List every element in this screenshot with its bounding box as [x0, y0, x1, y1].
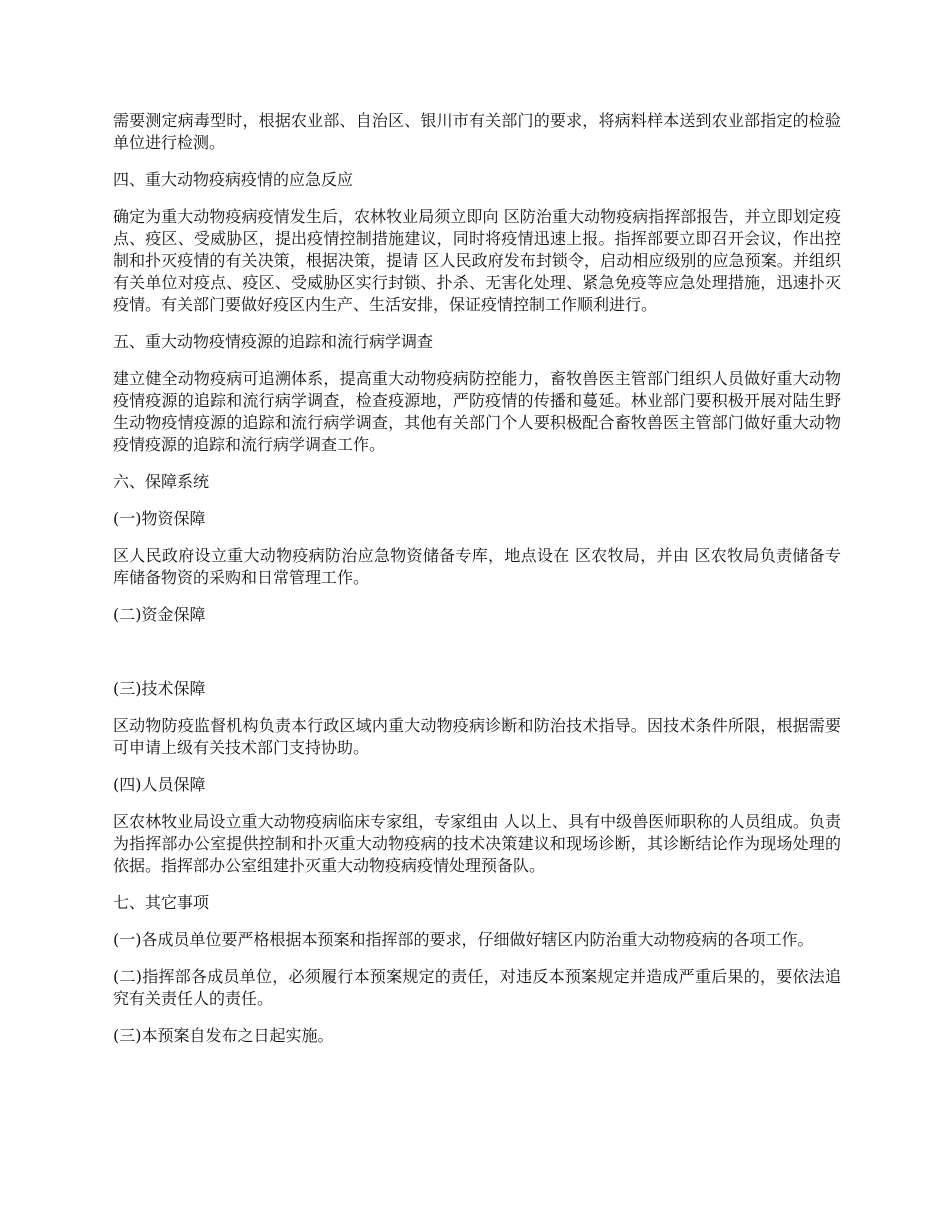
- paragraph-other-matters-2: (二)指挥部各成员单位，必须履行本预案规定的责任，对违反本预案规定并造成严重后果的，要依法追究有关责任人的责任。: [113, 967, 841, 1008]
- paragraph-material-support: 区人民政府设立重大动物疫病防治应急物资储备专库，地点设在 区农牧局，并由 区农牧局负责储备专库储备物资的采购和日常管理工作。: [113, 546, 841, 587]
- paragraph-source-tracking: 建立健全动物疫病可追溯体系，提高重大动物疫病防控能力，畜牧兽医主管部门组织人员做好重大动物疫情疫源的追踪和流行病学调查，检查疫源地，严防疫情的传播和蔓延。林业部门要积极开展对陆生野生动物疫情疫源的追踪和流行病学调查，其他有关部门个人要积极配合畜牧兽医主管部门做好重大动物疫情疫源的追踪和流行病学调查工作。: [113, 369, 841, 454]
- paragraph-personnel-support: 区农林牧业局设立重大动物疫病临床专家组，专家组由 人以上、具有中级兽医师职称的人员组成。负责为指挥部办公室提供控制和扑灭重大动物疫病的技术决策建议和现场诊断，其诊断结论作为现场处理的依据。指挥部办公室组建扑灭重大动物疫病疫情处理预备队。: [113, 812, 841, 875]
- heading-emergency-response: 四、重大动物疫病疫情的应急反应: [113, 170, 354, 189]
- blank-paragraph: [113, 641, 841, 663]
- subheading-technical-support: (三)技术保障: [113, 679, 206, 698]
- document-body: [113, 110, 841, 1062]
- heading-support-system: 六、保障系统: [113, 472, 210, 491]
- paragraph-other-matters-1: (一)各成员单位要严格根据本预案和指挥部的要求，仔细做好辖区内防治重大动物疫病的各项工作。: [113, 930, 814, 949]
- heading-source-tracking: 五、重大动物疫情疫源的追踪和流行病学调查: [113, 332, 434, 351]
- paragraph-lab-testing: 需要测定病毒型时，根据农业部、自治区、银川市有关部门的要求，将病料样本送到农业部指定的检验单位进行检测。: [113, 111, 841, 152]
- subheading-funding-support: (二)资金保障: [113, 605, 206, 624]
- paragraph-other-matters-3: (三)本预案自发布之日起实施。: [113, 1026, 334, 1045]
- subheading-material-support: (一)物资保障: [113, 509, 206, 528]
- paragraph-emergency-response: 确定为重大动物疫病疫情发生后，农林牧业局须立即向 区防治重大动物疫病指挥部报告，并立即划定疫点、疫区、受威胁区，提出疫情控制措施建议，同时将疫情迅速上报。指挥部要立即召开会议，作出控制和扑灭疫情的有关决策，根据决策，提请 区人民政府发布封锁令，启动相应级别的应急预案。并组织有关单位对疫点、疫区、受威胁区实行封锁、扑杀、无害化处理、紧急免疫等应急处理措施，迅速扑灭疫情。有关部门要做好疫区内生产、生活安排，保证疫情控制工作顺利进行。: [113, 207, 841, 314]
- paragraph-technical-support: 区动物防疫监督机构负责本行政区域内重大动物疫病诊断和防治技术指导。因技术条件所限，根据需要可申请上级有关技术部门支持协助。: [113, 716, 841, 757]
- heading-other-matters: 七、其它事项: [113, 893, 210, 912]
- subheading-personnel-support: (四)人员保障: [113, 775, 206, 794]
